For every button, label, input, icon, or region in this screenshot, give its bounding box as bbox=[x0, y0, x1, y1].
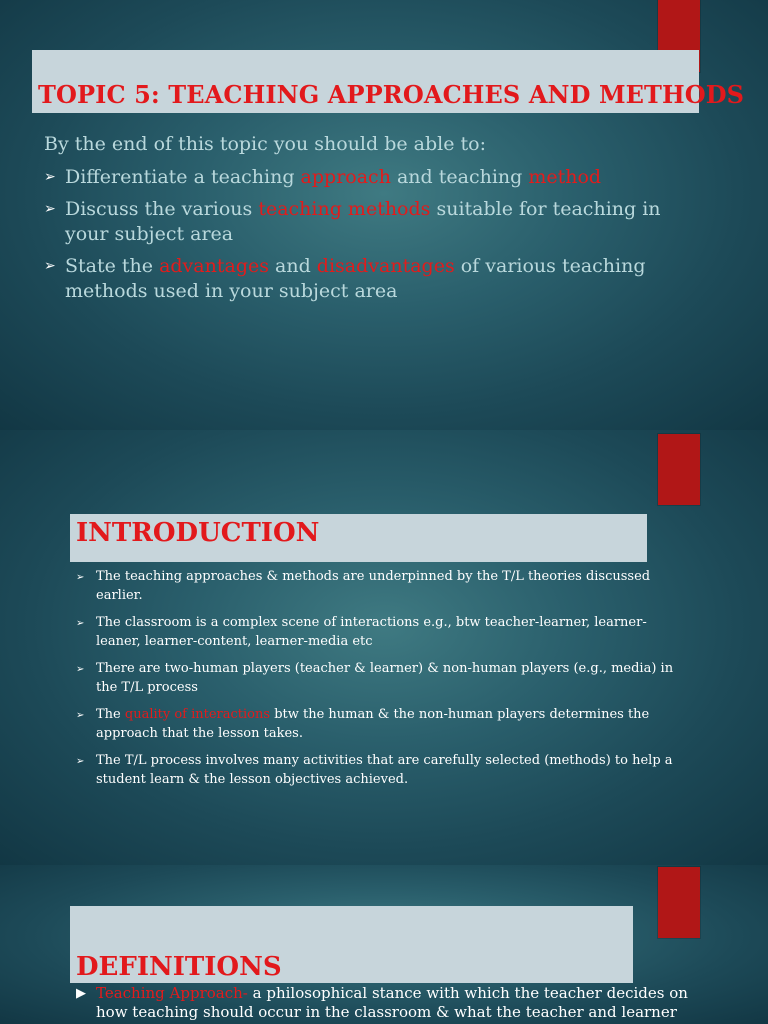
slide-title: INTRODUCTION bbox=[76, 518, 320, 548]
slide-introduction bbox=[0, 430, 768, 865]
list-item: ➢ The T/L process involves many activities that are carefully selected (methods) to help a student learn & the lesson objectives achieved. bbox=[76, 753, 673, 787]
slide-topic-5 bbox=[0, 0, 768, 430]
arrow-bullet-icon: ➢ bbox=[76, 756, 85, 767]
list-item: ➢ Discuss the various teaching methods suitable for teaching in your subject area bbox=[44, 198, 661, 245]
arrow-bullet-icon: ➢ bbox=[44, 201, 56, 217]
slide-title: TOPIC 5: TEACHING APPROACHES AND METHODS bbox=[38, 80, 745, 109]
triangle-bullet-icon: ▶ bbox=[76, 986, 86, 1001]
slide-definitions bbox=[0, 865, 768, 1024]
objectives-intro: By the end of this topic you should be able to: bbox=[44, 133, 486, 155]
highlight-text: approach bbox=[300, 166, 391, 188]
highlight-text: advantages bbox=[159, 255, 269, 277]
list-item: ➢ The classroom is a complex scene of interactions e.g., btw teacher-learner, learner-leaner, learner-content, learner-media etc bbox=[76, 615, 647, 649]
highlight-text: method bbox=[528, 166, 602, 188]
list-item: ▶ Teaching Approach- a philosophical stance with which the teacher decides on how teaching should occur in the classroom & what the teacher and learner bbox=[76, 984, 688, 1021]
highlight-text: teaching methods bbox=[258, 198, 431, 220]
arrow-bullet-icon: ➢ bbox=[44, 169, 56, 185]
list-item: ➢ There are two-human players (teacher & learner) & non-human players (e.g., media) in the T/L process bbox=[76, 661, 674, 695]
arrow-bullet-icon: ➢ bbox=[44, 258, 56, 274]
slide-title: DEFINITIONS bbox=[76, 952, 282, 982]
arrow-bullet-icon: ➢ bbox=[76, 710, 85, 721]
list-item: ➢ The teaching approaches & methods are underpinned by the T/L theories discussed earlier. bbox=[76, 569, 651, 603]
highlight-text: Teaching Approach- bbox=[96, 984, 248, 1002]
list-item: ➢ State the advantages and disadvantages of various teaching methods used in your subject area bbox=[44, 255, 646, 302]
highlight-text: quality of interactions bbox=[124, 707, 271, 722]
highlight-text: disadvantages bbox=[316, 255, 455, 277]
list-item: ➢ Differentiate a teaching approach and teaching method bbox=[44, 166, 602, 188]
red-corner-tab bbox=[658, 867, 700, 938]
arrow-bullet-icon: ➢ bbox=[76, 664, 85, 675]
definitions-list bbox=[76, 984, 696, 1022]
introduction-list bbox=[76, 567, 676, 797]
arrow-bullet-icon: ➢ bbox=[76, 572, 85, 583]
list-item: ➢ The quality of interactions btw the human & the non-human players determines the approach that the lesson takes. bbox=[76, 707, 650, 741]
objectives-list bbox=[44, 165, 704, 311]
red-corner-tab bbox=[658, 434, 700, 505]
arrow-bullet-icon: ➢ bbox=[76, 618, 85, 629]
